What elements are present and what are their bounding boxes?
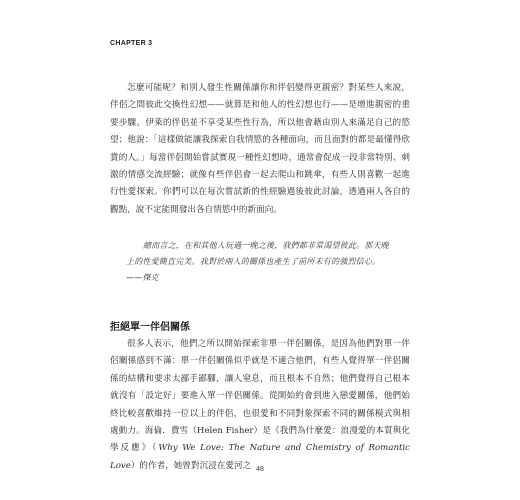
body-paragraph: 怎麼可能呢？和別人發生性關係讓你和伴侶變得更親密？對某些人來說，伴侶之間彼此交換性幻想——就算是和他人的性幻想也行——是增進親密的重要步驟。伊萊的伴侶並不享受某些性行為，所以他會藉由別人來滿足自己的慾望；他說：「這樣做能讓我探索自我情慾的各種面向，而且面對的都是最懂得欣賞的人。」每當伴侶開始嘗試實現一種性幻想時，通常會促成一段非常特別、刺激的情感交流經驗；就像有些伴侶會一起去爬山和跳傘，有些人則喜歡一起進行性愛探索。你們可以在每次嘗試新的性經驗過後彼此討論，透過兩人各自的觀點，說不定能開發出各自情慾中的新面向。 — [110, 83, 410, 215]
body-paragraph-2 — [110, 336, 410, 475]
page-number: 48 — [256, 466, 264, 473]
paragraph-text-part-1: 很多人表示，他們之所以開始探索非單一伴侶關係，是因為他們對單一伴侶關係感到不滿：單一伴侶關係似乎就是不適合他們，有些人覺得單一伴侶關係的結構和要求太鄙手鄙腳，讓人窒息，而且根本不自然；他們覺得自己根本就沒有「設定好」要進入單一伴侶關係。從開始約會到進入戀愛關係，他們始終比較喜歡維持一位以上的伴侶，也很愛和不同對象探索不同的關係模式與相處動力。海倫．費雪（Helen Fisher）是《我們為什麼愛：浪漫愛的本質與化學反應》（ — [110, 339, 410, 454]
paragraph-text-part-2: ）的作者，她曾對沉浸在愛河之 — [130, 460, 252, 471]
block-quote: 總而言之，在和其他人玩過一晚之後，我們都非常渴望彼此。那天晚上的性愛簡直完美。我對於兩人的關係也產生了前所未有的強烈信心。——傑克 — [126, 241, 389, 282]
chapter-header: CHAPTER 3 — [110, 40, 153, 47]
book-title-english: Why We Love: The Nature and Chemistry of Romantic Love — [110, 443, 410, 471]
section-heading: 拒絕單一伴侶關係 — [110, 322, 190, 333]
